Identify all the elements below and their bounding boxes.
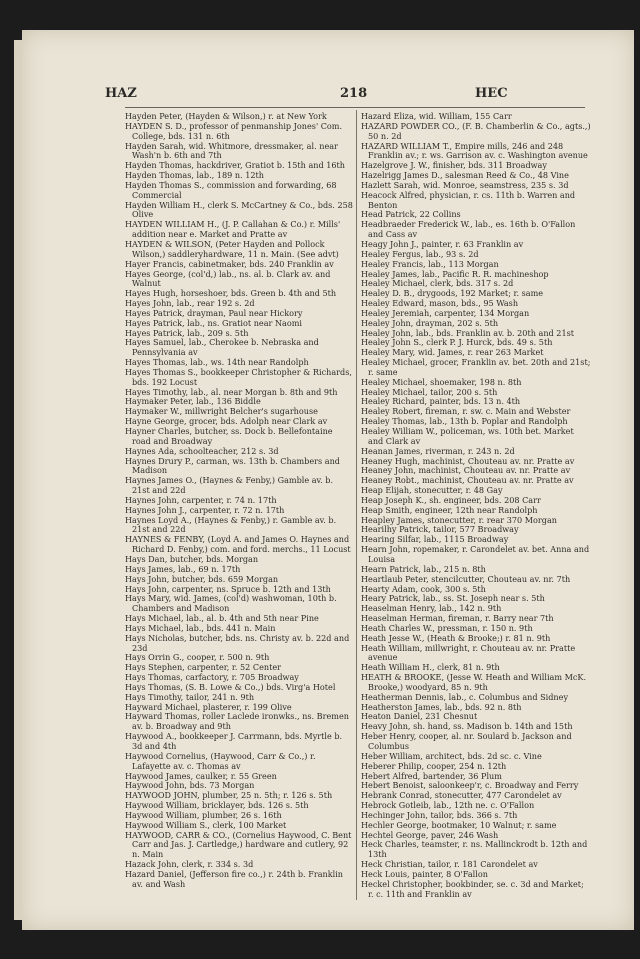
directory-entry: Haywood Cornelius, (Haywood, Carr & Co.,) r. Lafayette av. c. Thomas av — [125, 750, 316, 771]
directory-entry: Headbraeder Frederick W., lab., es. 16th b. O'Fallon and Cass av — [361, 219, 576, 240]
directory-entry: Hazelrigg James D., salesman Reed & Co., 48 Vine — [361, 170, 569, 181]
directory-entry: Hays John, carpenter, ns. Spruce b. 12th and 13th — [125, 583, 331, 594]
directory-entry: Haynes John, carpenter, r. 74 n. 17th — [125, 494, 277, 505]
directory-entry: Hayward Michael, plasterer, r. 199 Olive — [125, 701, 292, 712]
directory-entry: Hayes Thomas, lab., ws. 14th near Randolph — [125, 357, 309, 368]
directory-entry: Healey Jeremiah, carpenter, 134 Morgan — [361, 307, 530, 318]
header-rule — [125, 107, 585, 108]
directory-entry: Healey Robert, fireman, r. sw. c. Main and Webster — [361, 406, 571, 417]
directory-entry: Heap Smith, engineer, 12th near Randolph — [361, 504, 538, 515]
directory-entry: Healey Michael, clerk, bds. 317 s. 2d — [361, 278, 514, 289]
directory-entry: Hays Nicholas, butcher, bds. ns. Christy av. b. 22d and 23d — [125, 632, 350, 653]
directory-entry: Heaney John, machinist, Chouteau av. nr. Pratte av — [361, 465, 571, 476]
directory-entry: Hazard Daniel, (Jefferson fire co.,) r. 24th b. Franklin av. and Wash — [125, 868, 344, 889]
directory-entry: Hazlett Sarah, wid. Monroe, seamstress, 235 s. 3d — [361, 179, 569, 190]
directory-entry: Heapley James, stonecutter, r. rear 370 Morgan — [361, 514, 557, 525]
directory-entry: Hayden Thomas, lab., 189 n. 12th — [125, 170, 264, 181]
page-number: 218 — [340, 86, 368, 101]
directory-entry: Heary Patrick, lab., ss. St. Joseph near s. 5th — [361, 593, 545, 604]
directory-entry: Heavy John, sh. hand, ss. Madison b. 14th and 15th — [361, 721, 573, 732]
directory-entry: Hayes Patrick, lab., 209 s. 5th — [125, 327, 249, 338]
directory-entry: Heatherman Dennis, lab., c. Columbus and Sidney — [361, 691, 569, 702]
directory-entry: HAYNES & FENBY, (Loyd A. and James O. Haynes and Richard D. Fenby,) com. and ford. merchs., 11 Locust — [125, 534, 351, 555]
directory-entry: Head Patrick, 22 Collins — [361, 209, 461, 220]
directory-entry: Hechinger John, tailor, bds. 366 s. 7th — [361, 809, 518, 820]
directory-entry: Hearilhy Patrick, tailor, 577 Broadway — [361, 524, 519, 535]
directory-entry: Healey John, drayman, 202 s. 5th — [361, 317, 499, 328]
directory-entry: Hayward Thomas, roller Laclede ironwks., ns. Bremen av. b. Broadway and 9th — [125, 711, 349, 732]
directory-entry: Heaselman Herman, fireman, r. Barry near 7th — [361, 613, 554, 624]
directory-entry: Hays James, lab., 69 n. 17th — [125, 563, 241, 574]
directory-entry: Hays John, butcher, bds. 659 Morgan — [125, 573, 279, 584]
directory-entry: Haynes Drury P., carman, ws. 13th b. Chambers and Madison — [125, 455, 340, 476]
directory-entry: Heck Louis, painter, 8 O'Fallon — [361, 868, 488, 879]
directory-entry: Heber William, architect, bds. 2d sc. c. Vine — [361, 750, 542, 761]
directory-entry: Healey William W., policeman, ws. 10th bet. Market and Clark av — [361, 426, 574, 446]
directory-entry: Haymaker W., millwright Belcher's sugarhouse — [125, 406, 318, 417]
directory-entry: Healey Francis, lab., 113 Morgan — [361, 258, 499, 269]
directory-entry: Heap Elijah, stonecutter, r. 48 Gay — [361, 485, 503, 496]
directory-entry: Hayden Sarah, wid. Whitmore, dressmaker, al. near Wash'n b. 6th and 7th — [125, 140, 338, 161]
directory-entry: Hebert Benoist, saloonkeep'r, c. Broadway and Ferry — [361, 780, 579, 791]
directory-entry: Haywood James, caulker, r. 55 Green — [125, 770, 277, 781]
directory-entry: Heartlaub Peter, stencilcutter, Chouteau av. nr. 7th — [361, 573, 571, 584]
directory-entry: Heath Charles W., pressman, r. 150 n. 9th — [361, 622, 533, 633]
directory-entry: Heath Jesse W., (Heath & Brooke;) r. 81 n. 9th — [361, 632, 551, 643]
directory-entry: Haynes Loyd A., (Haynes & Fenby,) r. Gamble av. b. 21st and 22d — [125, 514, 337, 535]
directory-entry: HAZARD POWDER CO., (F. B. Chamberlin & Co., agts.,) 50 n. 2d — [361, 120, 591, 141]
directory-entry: Hays Thomas, carfactory, r. 705 Broadway — [125, 672, 299, 683]
directory-entry: Heaton Daniel, 231 Chesnut — [361, 711, 478, 722]
directory-entry: Heagy John J., painter, r. 63 Franklin av — [361, 238, 524, 249]
directory-entry: Hayes Thomas S., bookkeeper Christopher & Richards, bds. 192 Locust — [125, 366, 352, 387]
directory-entry: Haynes John J., carpenter, r. 72 n. 17th — [125, 504, 285, 515]
directory-entry: Hayden Peter, (Hayden & Wilson,) r. at New York — [125, 111, 327, 121]
directory-entry: Heck Christian, tailor, r. 181 Carondelet av — [361, 859, 538, 870]
header-left-guide: HAZ — [105, 86, 137, 101]
directory-entry: Haywood John, bds. 73 Morgan — [125, 780, 255, 791]
directory-entry: Haywood William, bricklayer, bds. 126 s. 5th — [125, 800, 309, 811]
directory-entry: Hays Orrin G., cooper, r. 500 n. 9th — [125, 652, 270, 663]
directory-entry: Healey John, lab., bds. Franklin av. b. 20th and 21st — [361, 327, 574, 338]
directory-entry: Hayes Samuel, lab., Cherokee b. Nebraska and Pennsylvania av — [125, 337, 319, 358]
directory-entry: Healey Richard, painter, bds. 13 n. 4th — [361, 396, 521, 407]
directory-entry: HAYDEN & WILSON, (Peter Hayden and Pollock Wilson,) saddleryhardware, 11 n. Main. (See advt) — [125, 238, 339, 259]
directory-entry: Hayden William H., clerk S. McCartney & Co., bds. 258 Olive — [125, 199, 353, 220]
directory-entry: Hechler George, bootmaker, 10 Walnut; r. same — [361, 819, 557, 830]
directory-entry: Haymaker Peter, lab., 136 Biddle — [125, 396, 261, 407]
directory-entry: Hayden Thomas, hackdriver, Gratiot b. 15th and 16th — [125, 160, 346, 171]
directory-entry: Hays Stephen, carpenter, r. 52 Center — [125, 662, 281, 673]
directory-entry: Healey Fergus, lab., 93 s. 2d — [361, 248, 479, 259]
page-header — [105, 86, 605, 106]
directory-entry: Healey Mary, wid. James, r. rear 263 Market — [361, 347, 544, 358]
directory-entry: Haynes James O., (Haynes & Fenby,) Gamble av. b. 21st and 22d — [125, 475, 334, 496]
directory-entry: Hays Dan, butcher, bds. Morgan — [125, 553, 259, 564]
directory-entry: Hechtel George, paver, 246 Wash — [361, 829, 499, 840]
directory-entry: HAYDEN S. D., professor of penmanship Jones' Com. College, bds. 131 n. 6th — [125, 120, 343, 141]
directory-entry: Hayes John, lab., rear 192 s. 2d — [125, 298, 255, 309]
directory-entry: Hayes Patrick, drayman, Paul near Hickory — [125, 307, 303, 318]
column-divider — [356, 110, 357, 900]
directory-entry: Heath William, millwright, r. Chouteau av. nr. Pratte avenue — [361, 642, 576, 663]
directory-entry: Heath William H., clerk, 81 n. 9th — [361, 662, 500, 673]
directory-entry: Heanan James, riverman, r. 243 n. 2d — [361, 445, 515, 456]
directory-entry: Healey Michael, shoemaker, 198 n. 8th — [361, 376, 522, 387]
directory-entry: HAYWOOD JOHN, plumber, 25 n. 5th; r. 126 s. 5th — [125, 790, 333, 801]
directory-entry: Healey D. B., drygoods, 192 Market; r. same — [361, 288, 544, 299]
directory-entry: Hayes Timothy, lab., al. near Morgan b. 8th and 9th — [125, 386, 338, 397]
directory-entry: Hearn Patrick, lab., 215 n. 8th — [361, 563, 486, 574]
directory-entry: Hearing Silfar, lab., 1115 Broadway — [361, 534, 509, 545]
directory-entry: Hearty Adam, cook, 300 s. 5th — [361, 583, 486, 594]
directory-entry: Heckel Christopher, bookbinder, se. c. 3d and Market; r. c. 11th and Franklin av — [361, 878, 584, 899]
directory-entry: Haywood William, plumber, 26 s. 16th — [125, 809, 282, 820]
directory-entry: Hayes Patrick, lab., ns. Gratiot near Naomi — [125, 317, 303, 328]
directory-entry: Hayer Francis, cabinetmaker, bds. 240 Franklin av — [125, 258, 334, 269]
directory-entry: Hayden Thomas S., commission and forwarding, 68 Commercial — [125, 179, 337, 200]
directory-entry: HAYDEN WILLIAM H., (J. P. Callahan & Co.) r. Mills' addition near e. Market and Pratte av — [125, 219, 341, 240]
directory-entry: HEATH & BROOKE, (Jesse W. Heath and William McK. Brooke,) woodyard, 85 n. 9th — [361, 672, 587, 692]
directory-entry: Hays Mary, wid. James, (col'd) washwoman, 10th b. Chambers and Madison — [125, 593, 337, 614]
directory-entry: Heap Joseph K., sh. engineer, bds. 208 Carr — [361, 494, 541, 505]
directory-entry: Hays Timothy, tailor, 241 n. 9th — [125, 691, 255, 702]
directory-entry: Healey Edward, mason, bds., 95 Wash — [361, 298, 519, 309]
directory-entry: HAYWOOD, CARR & CO., (Cornelius Haywood, C. Bent Carr and Jas. J. Cartledge,) hardware and cutlery, 92 n. Main — [125, 829, 352, 860]
directory-entry: HAZARD WILLIAM T., Empire mills, 246 and 248 Franklin av.; r. ws. Garrison av. c. Washington avenue — [361, 140, 588, 161]
directory-entry: Hearn John, ropemaker, r. Carondelet av. bet. Anna and Louisa — [361, 544, 590, 564]
directory-entry: Hazelgrove J. W., finisher, bds. 311 Broadway — [361, 160, 547, 171]
directory-entry: Hayne George, grocer, bds. Adolph near Clark av — [125, 416, 328, 427]
directory-entry: Hayes Hugh, horseshoer, bds. Green b. 4th and 5th — [125, 288, 337, 299]
directory-entry: Haywood A., bookkeeper J. Carrmann, bds. Myrtle b. 3d and 4th — [125, 731, 343, 751]
directory-entry: Haywood William S., clerk, 100 Market — [125, 819, 287, 830]
right-column — [361, 112, 591, 900]
directory-entry: Hayner Charles, butcher, ss. Dock b. Bellefontaine road and Broadway — [125, 426, 333, 446]
directory-entry: Hazard Eliza, wid. William, 155 Carr — [361, 111, 512, 121]
directory-entry: Hebrank Conrad, stonecutter, 477 Carondelet av — [361, 790, 562, 801]
directory-entry: Hays Thomas, (S. B. Lowe & Co.,) bds. Virg'a Hotel — [125, 681, 336, 692]
directory-entry: Hebert Alfred, bartender, 36 Plum — [361, 770, 502, 781]
directory-entry: Hays Michael, lab., bds. 441 n. Main — [125, 622, 276, 633]
directory-entry: Healey Michael, grocer, Franklin av. bet. 20th and 21st; r. same — [361, 357, 591, 377]
directory-entry: Healey John S., clerk P. J. Hurck, bds. 49 s. 5th — [361, 337, 553, 348]
directory-entry: Hays Michael, lab., al. b. 4th and 5th near Pine — [125, 613, 319, 624]
directory-entry: Healey Michael, tailor, 200 s. 5th — [361, 386, 498, 397]
directory-entry: Heck Charles, teamster, r. ns. Mallinckrodt b. 12th and 13th — [361, 839, 588, 860]
directory-entry: Heber Henry, cooper, al. nr. Soulard b. Jackson and Columbus — [361, 731, 572, 751]
directory-entry: Hazack John, clerk, r. 334 s. 3d — [125, 859, 254, 870]
directory-entry: Hebrock Gotleib, lab., 12th ne. c. O'Fallon — [361, 800, 535, 811]
directory-entry: Heberer Philip, cooper, 254 n. 12th — [361, 760, 507, 771]
directory-entry: Heaselman Henry, lab., 142 n. 9th — [361, 603, 502, 614]
header-right-guide: HEC — [475, 86, 508, 101]
directory-entry: Heatherston James, lab., bds. 92 n. 8th — [361, 701, 522, 712]
left-column — [125, 112, 353, 890]
directory-entry: Hayes George, (col'd,) lab., ns. al. b. Clark av. and Walnut — [125, 268, 331, 289]
directory-entry: Haynes Ada, schoolteacher, 212 s. 3d — [125, 445, 279, 456]
directory-entry: Heaney Robt., machinist, Chouteau av. nr. Pratte av — [361, 475, 574, 486]
directory-entry: Healey James, lab., Pacific R. R. machineshop — [361, 268, 549, 279]
directory-entry: Heaney Hugh, machinist, Chouteau av. nr. Pratte av — [361, 455, 575, 466]
directory-entry: Healey Thomas, lab., 13th b. Poplar and Randolph — [361, 416, 568, 427]
directory-entry: Heacock Alfred, physician, r. cs. 11th b. Warren and Benton — [361, 189, 576, 210]
